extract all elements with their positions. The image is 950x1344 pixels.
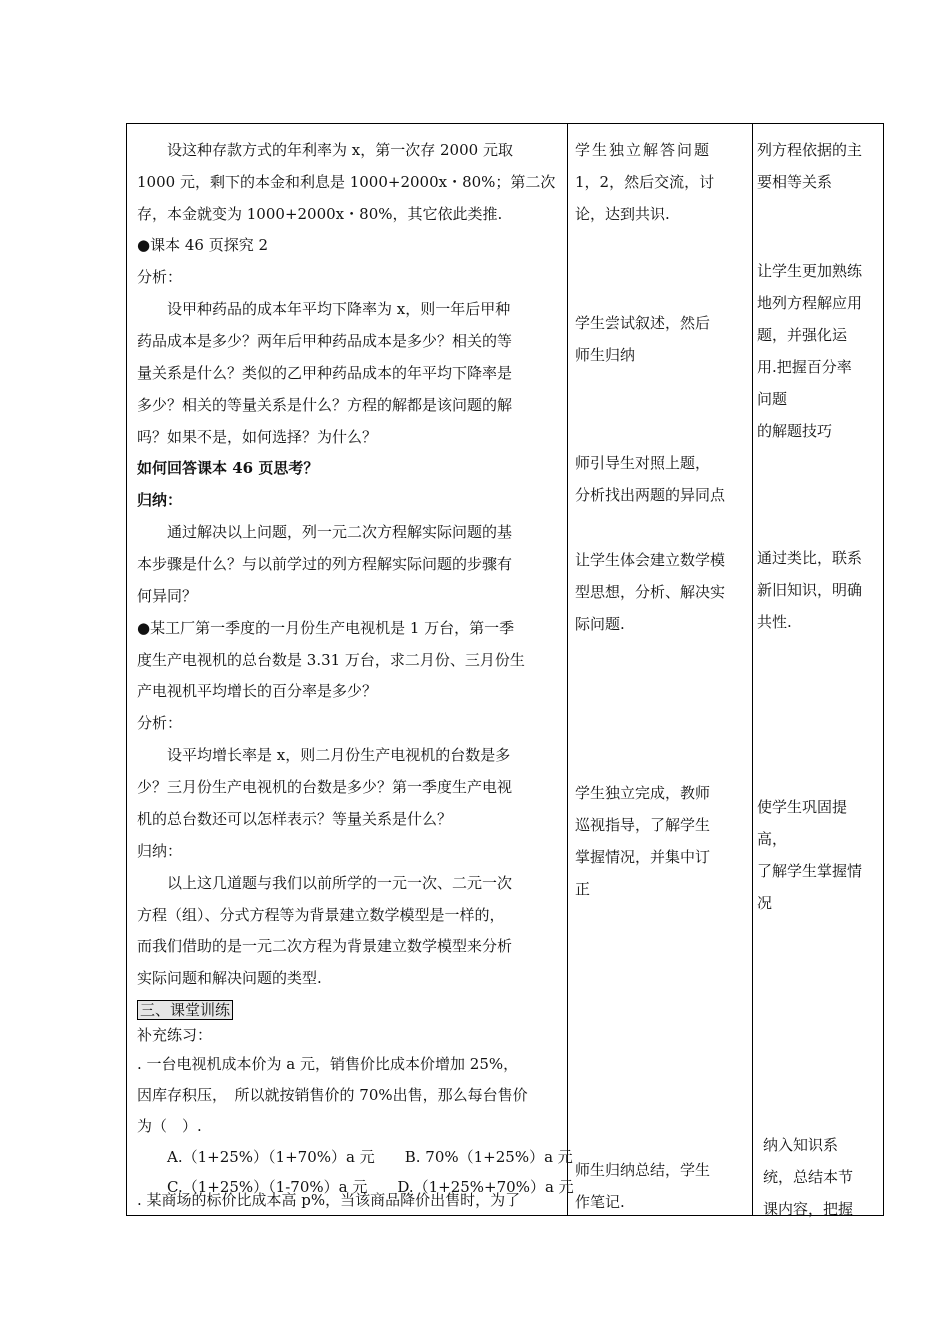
content-line: 存，本金就变为 1000+2000x・80%，其它依此类推. <box>137 205 503 223</box>
activity-line: 学生尝试叙述，然后 <box>575 314 711 332</box>
intent-line: 了解学生掌握情 <box>757 862 863 880</box>
exercise-line: 为（ ）. <box>137 1117 202 1135</box>
activity-line: 论，达到共识. <box>575 205 670 223</box>
content-line: 少？三月份生产电视机的台数是多少？第一季度生产电视 <box>137 778 513 796</box>
content-line: 设这种存款方式的年利率为 x，第一次存 2000 元取 <box>137 141 513 159</box>
activity-line: 师生归纳总结，学生 <box>575 1161 711 1179</box>
activity-line: 师引导生对照上题， <box>575 454 711 472</box>
intent-line: 况 <box>757 894 773 912</box>
lesson-plan-table <box>126 123 884 1216</box>
content-line: 机的总台数还可以怎样表示？等量关系是什么？ <box>137 810 453 828</box>
content-line: 度生产电视机的总台数是 3.31 万台，求二月份、三月份生 <box>137 651 525 669</box>
student-activity-column <box>575 124 747 1215</box>
content-line: 产电视机平均增长的百分率是多少？ <box>137 682 378 700</box>
activity-line: 学生独立完成，教师 <box>575 784 711 802</box>
analysis-label: 分析： <box>137 268 183 286</box>
content-line: 而我们借助的是一元二次方程为背景建立数学模型来分析 <box>137 937 513 955</box>
summary-label: 归纳： <box>137 491 183 509</box>
teaching-content-column <box>137 124 574 1215</box>
content-line: 方程（组）、分式方程等为背景建立数学模型是一样的， <box>137 906 505 924</box>
content-line: 设平均增长率是 x，则二月份生产电视机的台数是多 <box>137 746 511 764</box>
intent-line: 题，并强化运 <box>757 326 848 344</box>
intent-line: 课内容，把握 <box>763 1200 854 1218</box>
summary-label: 归纳： <box>137 842 183 860</box>
content-line: ●某工厂第一季度的一月份生产电视机是 1 万台，第一季 <box>137 619 515 637</box>
content-line: 通过解决以上问题，列一元二次方程解实际问题的基 <box>137 523 513 541</box>
intent-line: 高， <box>757 830 788 848</box>
option-line: A.（1+25%）（1+70%）a 元 B. 70%（1+25%）a 元 <box>137 1148 573 1166</box>
activity-line: 巡视指导，了解学生 <box>575 816 711 834</box>
activity-line: 际问题. <box>575 615 625 633</box>
content-line: 何异同？ <box>137 587 198 605</box>
activity-line: 正 <box>575 880 591 898</box>
intent-line: 的解题技巧 <box>757 422 833 440</box>
activity-line: 型思想，分析、解决实 <box>575 583 726 601</box>
intent-line: 列方程依据的主 <box>757 141 863 159</box>
bold-question: 如何回答课本 46 页思考？ <box>137 459 319 477</box>
section-heading: ●课本 46 页探究 2 <box>137 236 269 254</box>
content-line: 补充练习： <box>137 1026 213 1044</box>
content-line: 本步骤是什么？与以前学过的列方程解实际问题的步骤有 <box>137 555 513 573</box>
content-line: 吗？如果不是，如何选择？为什么？ <box>137 428 378 446</box>
intent-line: 通过类比，联系 <box>757 549 863 567</box>
exercise-line: 因库存积压， 所以就按销售价的 70%出售，那么每台售价 <box>137 1086 528 1104</box>
content-line: 多少？相关的等量关系是什么？方程的解都是该问题的解 <box>137 396 513 414</box>
intent-line: 纳入知识系 <box>763 1136 839 1154</box>
intent-line: 用.把握百分率 <box>757 358 852 376</box>
content-line: 设甲种药品的成本年平均下降率为 x，则一年后甲种 <box>137 300 511 318</box>
intent-line: 让学生更加熟练 <box>757 262 863 280</box>
content-line: 实际问题和解决问题的类型. <box>137 969 322 987</box>
intent-line: 问题 <box>757 390 788 408</box>
intent-line: 统，总结本节 <box>763 1168 854 1186</box>
exercise-line: . 某商场的标价比成本高 p%，当该商品降价出售时，为了 <box>137 1191 521 1209</box>
analysis-label: 分析： <box>137 714 183 732</box>
intent-line: 新旧知识，明确 <box>757 581 863 599</box>
activity-line: 作笔记. <box>575 1193 625 1211</box>
activity-line: 让学生体会建立数学模 <box>575 551 726 569</box>
activity-line: 分析找出两题的异同点 <box>575 486 726 504</box>
intent-line: 要相等关系 <box>757 173 833 191</box>
intent-line: 地列方程解应用 <box>757 294 863 312</box>
activity-line: 学生独立解答问题 <box>575 141 712 159</box>
column-divider <box>567 124 568 1215</box>
content-line: 以上这几道题与我们以前所学的一元一次、二元一次 <box>137 874 513 892</box>
intent-line: 共性. <box>757 613 792 631</box>
intent-line: 使学生巩固提 <box>757 798 848 816</box>
content-line: 量关系是什么？类似的乙甲种药品成本的年平均下降率是 <box>137 364 513 382</box>
activity-line: 1，2，然后交流，讨 <box>575 173 715 191</box>
content-line: 药品成本是多少？两年后甲种药品成本是多少？相关的等 <box>137 332 513 350</box>
activity-line: 掌握情况，并集中订 <box>575 848 711 866</box>
content-line: 1000 元，剩下的本金和利息是 1000+2000x・80%；第二次 <box>137 173 556 191</box>
exercise-line: . 一台电视机成本价为 a 元，销售价比成本价增加 25%， <box>137 1055 519 1073</box>
design-intent-column <box>757 124 879 1218</box>
activity-line: 师生归纳 <box>575 346 636 364</box>
column-divider <box>752 124 753 1215</box>
option-line: C.（1+25%）（1-70%）a 元 D.（1+25%+70%）a 元 <box>137 1178 574 1196</box>
section-title: 三、课堂训练 <box>137 1000 233 1020</box>
